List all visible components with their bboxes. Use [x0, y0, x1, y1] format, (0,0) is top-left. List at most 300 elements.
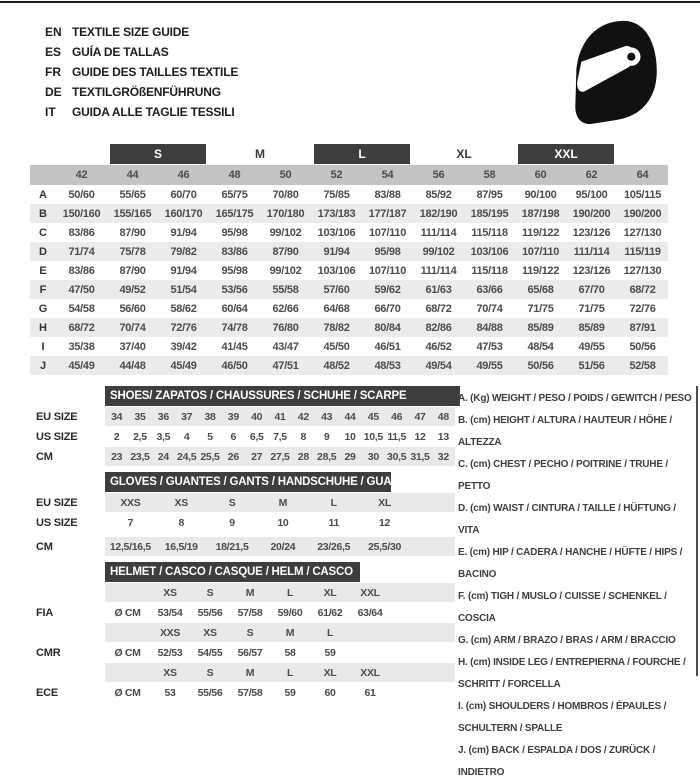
- helmet-size-cell: L: [286, 666, 294, 679]
- measurement-cell: 65/68: [527, 283, 554, 296]
- helmet-value-cell: 61/62: [317, 606, 343, 619]
- measurement-cell: 91/94: [323, 245, 350, 258]
- helmet-size-cell: XS: [163, 666, 177, 679]
- value-cell: 29: [344, 450, 356, 463]
- value-cell: XL: [378, 496, 391, 509]
- measurement-cell: 46/50: [221, 359, 248, 372]
- size-number-cell: 46: [177, 169, 190, 181]
- helmet-size-cell: S: [246, 626, 254, 639]
- value-cell: 11,5: [387, 430, 406, 443]
- legend-item: A. (Kg) WEIGHT / PESO / POIDS / GEWITCH / PESO: [458, 393, 692, 404]
- measurement-cell: 103/106: [317, 264, 356, 277]
- measurement-cell: 107/110: [368, 264, 407, 277]
- measurement-cell: 68/72: [629, 283, 656, 296]
- measurement-cell: 190/200: [623, 207, 662, 220]
- measurement-cell: 64/68: [323, 302, 350, 315]
- value-cell: 18/21,5: [215, 540, 249, 553]
- language-row: [45, 82, 238, 102]
- value-cell: 9: [229, 516, 235, 529]
- measurement-cell: 90/100: [524, 188, 557, 201]
- helmet-size-row: [105, 583, 455, 602]
- size-number-cell: 58: [483, 169, 496, 181]
- row-letter: A: [39, 188, 47, 201]
- measurement-cell: 50/56: [527, 359, 554, 372]
- value-cell: 2: [113, 430, 120, 443]
- size-group-label: S: [110, 144, 206, 164]
- value-cell: S: [228, 496, 236, 509]
- value-cell: 43: [321, 410, 333, 423]
- measurement-cell: 47/53: [476, 340, 503, 353]
- size-number-cell: 60: [534, 169, 547, 181]
- helmet-value-cell: 56/57: [237, 646, 263, 659]
- size-number-cell: 44: [126, 169, 139, 181]
- measurement-cell: 57/60: [323, 283, 350, 296]
- measurement-cell: 83/86: [68, 226, 95, 239]
- value-cell: 25,5/30: [368, 540, 402, 553]
- size-number-cell: 48: [228, 169, 241, 181]
- value-cell: 6: [230, 430, 237, 443]
- measurement-row: [30, 356, 668, 375]
- measurement-cell: 43/47: [272, 340, 299, 353]
- racing-helmet-icon: [568, 18, 660, 128]
- legend-item: G. (cm) ARM / BRAZO / BRAS / ARM / BRACCIO: [458, 635, 676, 646]
- measurement-cell: 71/74: [68, 245, 95, 258]
- measurement-cell: 70/74: [476, 302, 503, 315]
- value-cell: 12,5/16,5: [109, 540, 151, 553]
- helmet-value-cell: 61: [364, 686, 376, 699]
- measurement-cell: 182/190: [419, 207, 458, 220]
- measurement-cell: 85/89: [527, 321, 554, 334]
- helmet-size-cell: XXL: [360, 586, 380, 599]
- unit-cell: Ø CM: [114, 686, 141, 699]
- value-cell: 4: [183, 430, 190, 443]
- measurement-cell: 70/80: [272, 188, 299, 201]
- value-cell: 2,5: [133, 430, 147, 443]
- value-cell: 38: [204, 410, 216, 423]
- value-cell: 16,5/19: [164, 540, 198, 553]
- value-cell: 27,5: [270, 450, 290, 463]
- measurement-cell: 56/60: [119, 302, 146, 315]
- value-cell: M: [278, 496, 288, 509]
- table-title: SHOES/ ZAPATOS / CHAUSSURES / SCHUHE / SCARPE: [105, 386, 460, 406]
- measurement-cell: 115/118: [471, 226, 508, 239]
- language-row: [45, 22, 238, 42]
- helmet-size-cell: XL: [323, 666, 337, 679]
- measurement-cell: 80/84: [374, 321, 401, 334]
- value-cell: XXS: [120, 496, 141, 509]
- language-code: DE: [45, 85, 62, 99]
- legend-item: H. (cm) INSIDE LEG / ENTREPIERNA / FOURCHE / SCHRITT / FORCELLA: [458, 657, 686, 690]
- measurement-cell: 103/106: [317, 226, 356, 239]
- size-group-label: M: [255, 147, 265, 161]
- measurement-cell: 53/56: [221, 283, 248, 296]
- helmet-size-cell: XS: [163, 586, 177, 599]
- helmet-size-cell: M: [245, 666, 255, 679]
- measurement-cell: 52/58: [629, 359, 656, 372]
- measurement-cell: 83/86: [68, 264, 95, 277]
- value-row: [105, 447, 455, 466]
- value-cell: 8: [300, 430, 307, 443]
- row-label: CM: [36, 451, 53, 463]
- value-cell: 13: [437, 430, 449, 443]
- measurement-cell: 70/74: [119, 321, 146, 334]
- measurement-cell: 44/48: [119, 359, 146, 372]
- helmet-size-row: [105, 623, 455, 642]
- legend-item: E. (cm) HIP / CADERA / HANCHE / HÜFTE / HIPS / BACINO: [458, 547, 683, 580]
- measurement-cell: 99/102: [269, 264, 302, 277]
- helmet-value-cell: 59: [284, 686, 296, 699]
- row-label: EU SIZE: [36, 411, 78, 423]
- measurement-cell: 47/50: [68, 283, 95, 296]
- measurement-cell: 111/114: [420, 264, 457, 277]
- row-letter: I: [41, 340, 45, 353]
- value-cell: 7,5: [273, 430, 287, 443]
- measurement-cell: 119/122: [521, 226, 560, 239]
- measurement-cell: 35/38: [68, 340, 95, 353]
- legend-item: I. (cm) SHOULDERS / HOMBROS / ÉPAULES / SCHULTERN / SPALLE: [458, 701, 667, 734]
- measurement-cell: 58/62: [170, 302, 197, 315]
- size-number-cell: 62: [585, 169, 598, 181]
- measurement-cell: 123/126: [572, 264, 611, 277]
- language-code: FR: [45, 65, 61, 79]
- language-title-list: [45, 22, 238, 122]
- measurement-cell: 55/58: [272, 283, 299, 296]
- value-cell: XS: [174, 496, 188, 509]
- language-row: [45, 62, 238, 82]
- measurement-cell: 170/180: [266, 207, 305, 220]
- table-title-cell: [105, 562, 455, 582]
- measurement-cell: 87/90: [119, 226, 146, 239]
- value-cell: 10: [277, 516, 289, 529]
- value-cell: 45: [367, 410, 379, 423]
- measurement-row: [30, 261, 668, 280]
- value-cell: 23/26,5: [317, 540, 351, 553]
- measurement-cell: 71/75: [578, 302, 605, 315]
- standard-label: CMR: [36, 647, 61, 659]
- value-cell: 44: [344, 410, 356, 423]
- measurement-cell: 87/95: [476, 188, 503, 201]
- measurement-cell: 82/86: [425, 321, 452, 334]
- standard-label: ECE: [36, 687, 59, 699]
- textile-size-table: [30, 143, 668, 375]
- helmet-size-table: [30, 562, 455, 703]
- helmet-value-row: [105, 643, 455, 662]
- measurement-cell: 105/115: [623, 188, 662, 201]
- value-cell: 34: [111, 410, 123, 423]
- value-cell: 23: [111, 450, 123, 463]
- value-row: [105, 427, 455, 446]
- value-cell: 24: [157, 450, 169, 463]
- measurement-cell: 103/106: [470, 245, 509, 258]
- measurement-cell: 60/70: [170, 188, 197, 201]
- row-label: US SIZE: [36, 431, 78, 443]
- measurement-cell: 59/62: [374, 283, 401, 296]
- value-cell: 6,5: [249, 430, 264, 443]
- value-cell: 41: [274, 410, 286, 423]
- value-cell: 5: [207, 430, 213, 443]
- size-group-label: XL: [456, 147, 472, 161]
- measurement-row: [30, 242, 668, 261]
- language-code: EN: [45, 25, 62, 39]
- side-label-spacer: [30, 623, 105, 643]
- measurement-cell: 66/70: [374, 302, 401, 315]
- helmet-size-cell: S: [206, 666, 214, 679]
- measurement-cell: 123/126: [572, 226, 611, 239]
- measurement-cell: 51/56: [578, 359, 605, 372]
- measurement-cell: 95/98: [374, 245, 401, 258]
- value-cell: 30,5: [387, 450, 407, 463]
- measurement-cell: 185/195: [470, 207, 509, 220]
- helmet-size-cell: XXS: [159, 626, 181, 639]
- measurement-cell: 91/94: [170, 226, 197, 239]
- measurement-cell: 54/58: [68, 302, 95, 315]
- measurement-cell: 160/170: [164, 207, 203, 220]
- unit-cell: Ø CM: [114, 646, 141, 659]
- measurement-row: [30, 280, 668, 299]
- value-cell: 37: [181, 410, 193, 423]
- table-title: GLOVES / GUANTES / GANTS / HANDSCHUHE / GUANTI: [105, 472, 391, 492]
- measurement-cell: 155/165: [113, 207, 152, 220]
- shoes-size-table: [30, 386, 455, 467]
- measurement-cell: 127/130: [623, 264, 662, 277]
- value-cell: 12: [379, 516, 391, 529]
- measurement-cell: 49/55: [476, 359, 503, 372]
- measurement-cell: 61/63: [425, 283, 452, 296]
- value-cell: 25,5: [200, 450, 220, 463]
- size-group-label: XXL: [518, 144, 614, 164]
- legend-item: F. (cm) TIGH / MUSLO / CUISSE / SCHENKEL / COSCIA: [458, 591, 667, 624]
- table-title-cell: [105, 386, 455, 406]
- value-cell: 11: [328, 516, 339, 529]
- measurement-cell: 68/72: [425, 302, 452, 315]
- side-label-spacer: [30, 562, 105, 583]
- measurement-cell: 45/50: [323, 340, 350, 353]
- size-group-label: L: [314, 144, 410, 164]
- measurement-cell: 85/89: [578, 321, 605, 334]
- value-cell: 46: [391, 410, 403, 423]
- value-cell: 7: [127, 516, 134, 529]
- measurement-cell: 45/49: [68, 359, 95, 372]
- row-letter: G: [38, 302, 48, 315]
- row-label: CM: [36, 541, 53, 553]
- helmet-value-row: [105, 603, 455, 622]
- value-cell: 28: [297, 450, 309, 463]
- measurement-cell: 76/80: [272, 321, 299, 334]
- helmet-value-cell: 53: [164, 686, 176, 699]
- value-cell: 24,5: [177, 450, 197, 463]
- measurement-cell: 87/90: [272, 245, 299, 258]
- measurement-cell: 74/78: [221, 321, 248, 334]
- row-letter: B: [39, 207, 47, 220]
- row-letter: D: [39, 245, 47, 258]
- helmet-value-cell: 55/56: [197, 686, 223, 699]
- helmet-value-cell: 58: [284, 646, 296, 659]
- measurement-cell: 91/94: [170, 264, 197, 277]
- helmet-value-cell: 52/53: [157, 646, 183, 659]
- value-cell: 48: [437, 410, 449, 423]
- helmet-size-cell: S: [206, 586, 214, 599]
- measurement-cell: 49/55: [578, 340, 605, 353]
- measurement-cell: 87/90: [119, 264, 146, 277]
- measurement-cell: 71/75: [527, 302, 554, 315]
- measurement-cell: 39/42: [170, 340, 197, 353]
- language-code: IT: [45, 105, 56, 119]
- measurement-cell: 115/119: [624, 245, 661, 258]
- measurement-cell: 177/187: [368, 207, 407, 220]
- value-cell: 39: [227, 410, 239, 423]
- value-cell: 10: [344, 430, 356, 443]
- value-row: [105, 407, 455, 426]
- value-cell: 3,5: [156, 430, 171, 443]
- measurement-cell: 84/88: [476, 321, 503, 334]
- measurement-row: [30, 318, 668, 337]
- gloves-size-table: [30, 472, 455, 557]
- helmet-value-cell: 55/56: [197, 606, 223, 619]
- value-cell: 23,5: [130, 450, 150, 463]
- value-cell: 8: [178, 516, 185, 529]
- helmet-value-cell: 59: [324, 646, 336, 659]
- measurement-cell: 95/98: [221, 264, 248, 277]
- measurement-cell: 72/76: [170, 321, 197, 334]
- guide-title: GUIDE DES TAILLES TEXTILE: [72, 65, 239, 79]
- helmet-value-cell: 57/58: [237, 686, 263, 699]
- value-cell: 42: [297, 410, 309, 423]
- size-group-cell: [209, 144, 311, 164]
- measurement-cell: 107/110: [521, 245, 560, 258]
- measurement-cell: 45/49: [170, 359, 197, 372]
- value-cell: 27: [251, 450, 263, 463]
- measurement-row: [30, 223, 668, 242]
- measurement-cell: 79/82: [170, 245, 197, 258]
- size-number-cell: 52: [330, 169, 343, 181]
- measurement-row: [30, 299, 668, 318]
- measurement-cell: 68/72: [68, 321, 95, 334]
- helmet-value-cell: 59/60: [277, 606, 303, 619]
- language-code: ES: [45, 45, 62, 59]
- row-label: US SIZE: [36, 517, 78, 529]
- row-label: EU SIZE: [36, 497, 78, 509]
- row-letter: F: [39, 283, 47, 296]
- value-row: [105, 493, 455, 512]
- guide-title: TEXTILE SIZE GUIDE: [72, 25, 190, 39]
- measurement-cell: 115/118: [471, 264, 508, 277]
- value-cell: 47: [414, 410, 426, 423]
- measurement-row: [30, 185, 668, 204]
- measurement-cell: 49/54: [425, 359, 452, 372]
- row-letter: J: [39, 359, 47, 372]
- measurement-cell: 95/100: [575, 188, 608, 201]
- helmet-value-cell: 53/54: [157, 606, 183, 619]
- measurement-cell: 173/183: [317, 207, 356, 220]
- measurement-cell: 50/56: [629, 340, 656, 353]
- measurement-cell: 67/70: [578, 283, 605, 296]
- value-cell: 36: [157, 410, 169, 423]
- measurement-cell: 150/160: [62, 207, 101, 220]
- language-row: [45, 42, 238, 62]
- helmet-value-row: [105, 683, 455, 702]
- measurement-cell: 99/102: [269, 226, 302, 239]
- measurement-cell: 51/54: [170, 283, 197, 296]
- helmet-size-cell: L: [286, 586, 294, 599]
- measurement-cell: 62/66: [272, 302, 299, 315]
- measurement-cell: 55/65: [119, 188, 146, 201]
- measurement-cell: 75/85: [323, 188, 350, 201]
- value-cell: 31,5: [410, 450, 430, 463]
- side-label-spacer: [30, 472, 105, 493]
- helmet-size-cell: L: [326, 626, 334, 639]
- legend-item: B. (cm) HEIGHT / ALTURA / HAUTEUR / HÖHE / ALTEZZA: [458, 415, 673, 448]
- size-group-cell: [413, 144, 515, 164]
- measurement-cell: 47/51: [272, 359, 299, 372]
- measurement-cell: 46/52: [425, 340, 452, 353]
- helmet-size-row: [105, 663, 455, 682]
- measurement-cell: 78/82: [323, 321, 350, 334]
- value-cell: 30: [367, 450, 379, 463]
- measurement-cell: 107/110: [368, 226, 407, 239]
- measurement-cell: 111/114: [420, 226, 457, 239]
- measurement-cell: 119/122: [521, 264, 560, 277]
- measurement-cell: 165/175: [215, 207, 254, 220]
- measurement-cell: 187/198: [521, 207, 560, 220]
- guide-title: GUÍA DE TALLAS: [72, 45, 169, 59]
- value-cell: L: [330, 496, 337, 509]
- measurement-cell: 63/66: [476, 283, 503, 296]
- helmet-size-cell: XS: [203, 626, 217, 639]
- value-cell: 32: [437, 450, 449, 463]
- size-number-row: [30, 165, 668, 185]
- measurement-cell: 37/40: [119, 340, 146, 353]
- measurement-cell: 41/45: [221, 340, 248, 353]
- measurement-cell: 83/88: [374, 188, 401, 201]
- row-letter: E: [39, 264, 47, 277]
- table-title-cell: [105, 472, 455, 492]
- size-group-row: [30, 143, 668, 165]
- side-label-spacer: [30, 663, 105, 683]
- size-number-cell: 56: [432, 169, 445, 181]
- legend-item: J. (cm) BACK / ESPALDA / DOS / ZURÜCK / INDIETRO: [458, 745, 656, 778]
- size-number-cell: 50: [279, 169, 292, 181]
- value-cell: 40: [251, 410, 263, 423]
- measurement-cell: 48/54: [527, 340, 554, 353]
- measurement-cell: 85/92: [425, 188, 452, 201]
- side-label-spacer: [30, 583, 105, 603]
- measurement-cell: 72/76: [629, 302, 656, 315]
- measurement-legend: [458, 388, 696, 784]
- size-number-cell: 64: [636, 169, 649, 181]
- size-group-cell: [515, 144, 617, 164]
- helmet-value-cell: 60: [324, 686, 336, 699]
- measurement-cell: 50/60: [68, 188, 95, 201]
- value-cell: 26: [227, 450, 239, 463]
- measurement-cell: 87/91: [629, 321, 656, 334]
- unit-cell: Ø CM: [114, 606, 141, 619]
- guide-title: TEXTILGRÖßENFÜHRUNG: [72, 85, 221, 99]
- measurement-cell: 49/52: [119, 283, 146, 296]
- measurement-cell: 99/102: [422, 245, 455, 258]
- value-cell: 28,5: [317, 450, 337, 463]
- measurement-cell: 48/52: [323, 359, 350, 372]
- measurement-cell: 127/130: [623, 226, 662, 239]
- measurement-cell: 75/78: [119, 245, 146, 258]
- value-cell: 9: [323, 430, 330, 443]
- right-border-line: [696, 386, 698, 676]
- helmet-size-cell: XXL: [360, 666, 380, 679]
- value-row: [105, 537, 455, 556]
- legend-item: C. (cm) CHEST / PECHO / POITRINE / TRUHE / PETTO: [458, 459, 668, 492]
- measurement-row: [30, 204, 668, 223]
- measurement-cell: 83/86: [221, 245, 248, 258]
- measurement-row: [30, 337, 668, 356]
